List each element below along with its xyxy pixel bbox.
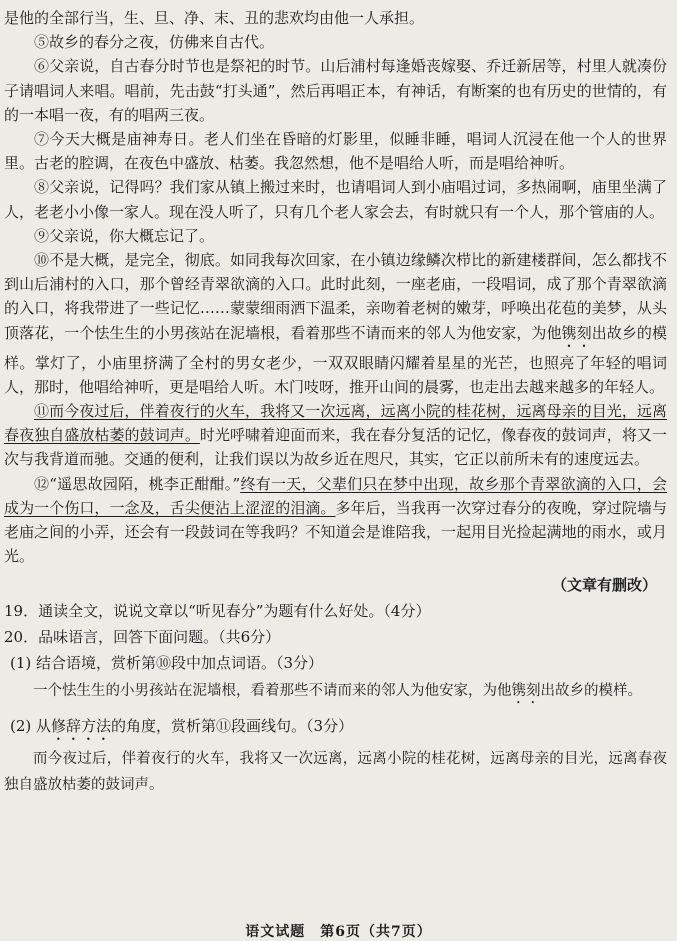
passage-paragraph-6: ⑥父亲说，自古春分时节也是祭祀的时节。山后浦村每逢婚丧嫁娶、乔迁新居等，村里人就凑份子请唱词人来唱。唱前，先击鼓“打头通”，然后再唱正本，有神话，有断案的也有历史的世情的，有的一本唱一夜，有的唱两三夜。 <box>4 57 667 124</box>
q20-1-dotted-word: 镌刻 <box>511 683 541 700</box>
source-note: （文章有删改） <box>551 576 657 595</box>
question-20-2 <box>4 713 667 744</box>
q20-2-text-b: 的角度，赏析第⑪段画线句。（3分） <box>111 717 354 736</box>
passage-paragraph-5: ⑤故乡的春分之夜，仿佛来自古代。 <box>34 33 275 52</box>
passage-paragraph-10 <box>4 248 667 399</box>
p12-underlined-sentence: 终有一天，父辈们只在梦中出现，故乡那个青翠欲滴的入口，会成为一个伤口，一念及，舌尖便沾上涩涩的泪滴。 <box>4 474 667 517</box>
question-20-2-quote: 而今夜过后，伴着夜行的火车，我将又一次远离，远离小院的桂花树，远离母亲的目光，远离春夜独自盛放枯萎的鼓词声。 <box>4 751 667 794</box>
p10-dotted-word: 镌刻 <box>561 323 592 342</box>
question-19: 19．通读全文，说说文章以“听见春分”为题有什么好处。（4分） <box>4 602 431 621</box>
q20-2-text-a: (2) 从 <box>10 717 52 736</box>
question-20: 20．品味语言，回答下面问题。（共6分） <box>4 628 281 647</box>
p10-text-a: ⑩不是大概，是完全，彻底。如同我每次回家，在小镇边缘鳞次栉比的新建楼群间，怎么都找不到山后浦村的入口，那个曾经青翠欲滴的入口。此时此刻，一座老庙，一段唱词，成了那个青翠欲滴的入口，将我带进了一些记忆……蒙蒙细雨洒下温柔，亲吻着老树的嫩芽，呼唤出花苞的美梦，从头顶落花，一个怯生生的小男孩站在泥墙根，看着那些不请而来的邻人为他安家，为他 <box>4 251 667 342</box>
passage-paragraph-8: ⑧父亲说，记得吗？我们家从镇上搬过来时，也请唱词人到小庙唱过词，多热闹啊，庙里坐满了人，老老小小像一家人。现在没人听了，只有几个老人家会去，有时就只有一个人，那个管庙的人。 <box>4 178 667 221</box>
p12-text-b: 多年后，当我再一次穿过春分的夜晚，穿过院墙与老庙之间的小弄，还会有一段鼓词在等我吗？不知道会是谁陪我，一起用目光捡起满地的雨水，或月光。 <box>4 498 667 566</box>
q20-2-dotted-phrase: 修辞方法 <box>51 717 112 736</box>
passage-paragraph-11 <box>4 399 667 472</box>
p12-text-a: ⑫“遥思故园陌，桃李正酣酣。” <box>34 474 241 493</box>
passage-paragraph-top: 是他的全部行当，生、旦、净、末、丑的悲欢均由他一人承担。 <box>4 9 425 27</box>
question-20-1-quote <box>4 678 667 707</box>
q20-1-quote-b: 出故乡的模样。 <box>540 683 642 700</box>
passage-paragraph-9: ⑨父亲说，你大概忘记了。 <box>34 226 215 245</box>
p10-text-b: 出故乡的模样。掌灯了，小庙里挤满了全村的男女老少，一双双眼睛闪耀着星星的光芒，也照亮了年轻的唱词人，那时，他唱给神听，更是唱给人听。木门吱呀，推开山间的晨雾，也走出去越来越多的年轻人。 <box>4 323 667 396</box>
q20-1-quote-a: 一个怯生生的小男孩站在泥墙根，看着那些不请而来的邻人为他安家，为他 <box>33 683 512 700</box>
passage-paragraph-7: ⑦今天大概是庙神寿日。老人们坐在昏暗的灯影里，似睡非睡，唱词人沉浸在他一个人的世界里。古老的腔调，在夜色中盛放、枯萎。我忽然想，他不是唱给人听，而是唱给神听。 <box>4 130 667 173</box>
p11-underlined-sentence: ⑪而今夜过后，伴着夜行的火车，我将又一次远离，远离小院的桂花树，远离母亲的目光，远离春夜独自盛放枯萎的鼓词声。 <box>4 402 667 445</box>
page-footer: 语文试题 第6页（共7页） <box>245 924 432 940</box>
passage-paragraph-12 <box>4 472 667 569</box>
p11-text-rest: 时光呼啸着迎面而来，我在春分复活的记忆，像春夜的鼓词声，将又一次与我背道而驰。交通的便利，让我们误以为故乡近在咫尺，其实，它正以前所未有的速度远去。 <box>4 426 667 469</box>
question-20-1: (1) 结合语境，赏析第⑩段中加点词语。（3分） <box>10 654 324 673</box>
